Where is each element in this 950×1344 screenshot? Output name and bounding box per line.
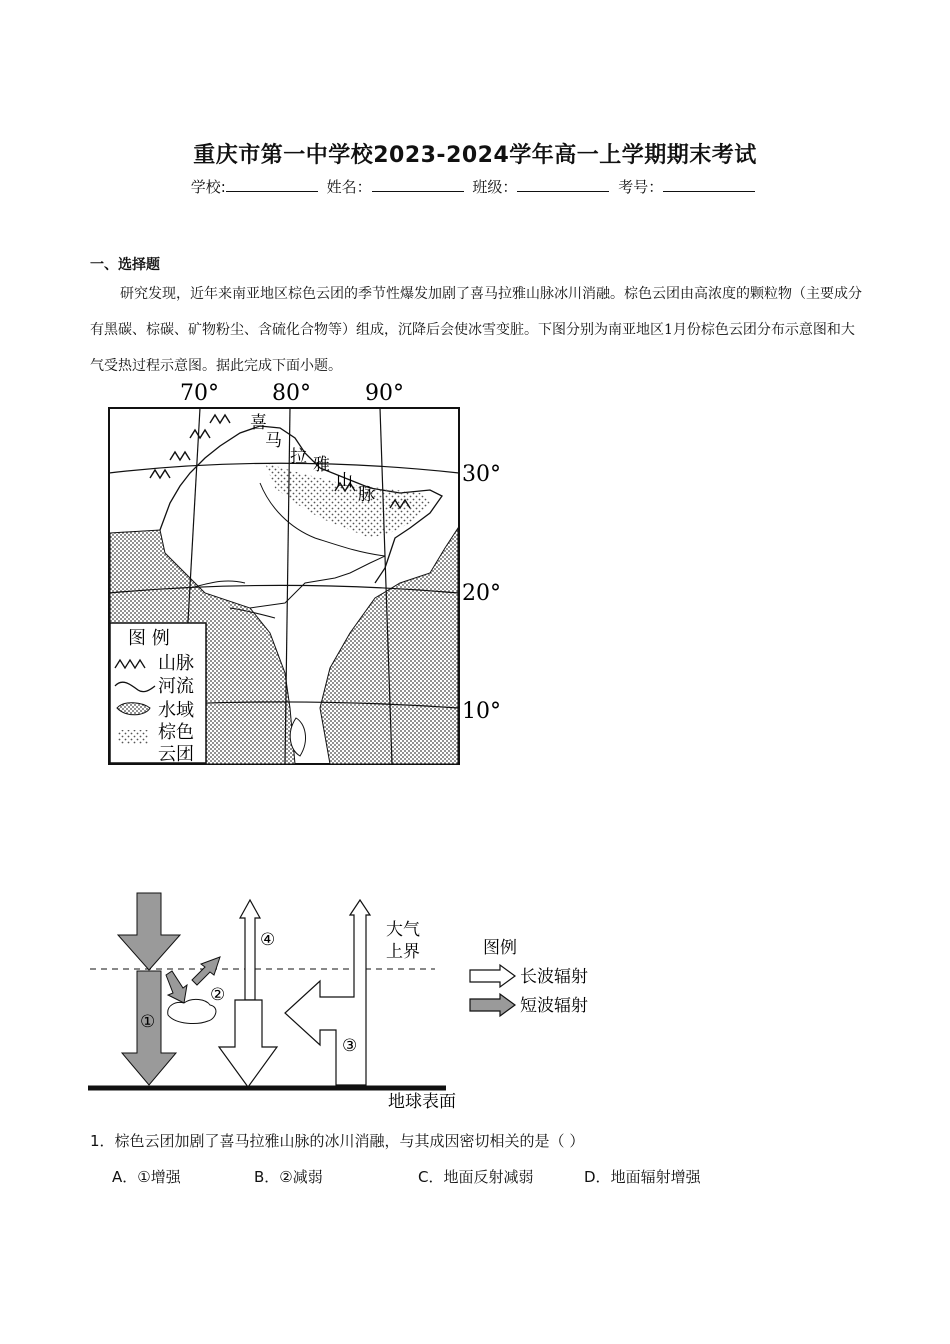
legend-cloud-label-1: 棕色 xyxy=(158,722,194,743)
lat-label-30: 30° xyxy=(462,462,501,487)
option-b-letter: B． xyxy=(254,1168,280,1186)
legend-mountain-label: 山脉 xyxy=(158,653,194,674)
option-d-text: 地面辐射增强 xyxy=(610,1168,701,1186)
legend-river-label: 河流 xyxy=(158,676,194,697)
page-title: 重庆市第一中学校2023-2024学年高一上学期期末考试 xyxy=(193,143,757,168)
atmospheric-counter-radiation-arrow xyxy=(219,1000,277,1087)
number-blank[interactable] xyxy=(663,177,755,192)
question-number: 1． xyxy=(90,1132,115,1150)
lat-label-20: 20° xyxy=(462,581,501,606)
lat-label-10: 10° xyxy=(462,699,501,724)
name-label: 姓名： xyxy=(326,178,372,196)
option-c[interactable] xyxy=(418,1166,534,1187)
class-blank[interactable] xyxy=(517,177,609,192)
lon-label-80: 80° xyxy=(272,381,311,406)
passage-text: 研究发现，近年来南亚地区棕色云团的季节性爆发加剧了喜马拉雅山脉冰川消融。棕色云团由高浓度的颗粒物（主要成分有黑碳、棕碳、矿物粉尘、含硫化合物等）组成，沉降后会使冰雪变脏。下图分别为南亚地区1月份棕色云团分布示意图和大气受热过程示意图。据此完成下面小题。 xyxy=(90,286,862,374)
school-label: 学校: xyxy=(190,178,226,196)
ground-radiation-up-arrow xyxy=(240,900,260,1000)
option-c-text: 地面反射减弱 xyxy=(443,1168,534,1186)
south-asia-map xyxy=(100,378,520,770)
atmosphere-top-label-1: 大气 xyxy=(386,920,420,940)
cloud-reflection-arrow-out xyxy=(192,957,220,985)
himalaya-char-6: 脉 xyxy=(358,485,375,505)
student-info-line xyxy=(0,176,950,197)
diagram-legend-title: 图例 xyxy=(483,938,517,958)
class-label: 班级： xyxy=(472,178,518,196)
school-blank[interactable] xyxy=(226,177,318,192)
ground-label: 地球表面 xyxy=(388,1092,456,1112)
himalaya-char-4: 雅 xyxy=(313,455,330,475)
legend-longwave-label: 长波辐射 xyxy=(520,967,588,987)
section-heading: 一、选择题 xyxy=(90,257,160,273)
himalaya-char-3: 拉 xyxy=(290,447,307,467)
option-d[interactable] xyxy=(584,1166,701,1187)
option-a-letter: A． xyxy=(112,1168,138,1186)
option-b-text: ②减弱 xyxy=(279,1168,323,1186)
map-legend-title: 图 例 xyxy=(128,628,170,649)
option-c-letter: C． xyxy=(418,1168,444,1186)
himalaya-char-5: 山 xyxy=(336,471,353,491)
passage xyxy=(90,276,862,384)
option-b[interactable] xyxy=(254,1166,323,1187)
legend-cloud-label-2: 云团 xyxy=(158,744,194,765)
himalaya-char-2: 马 xyxy=(265,431,282,451)
cloud-shape xyxy=(168,999,216,1023)
label-1: ① xyxy=(140,1012,156,1032)
label-2: ② xyxy=(210,985,226,1005)
label-4: ④ xyxy=(260,930,276,950)
legend-cloud-icon xyxy=(118,730,148,744)
option-a[interactable] xyxy=(112,1166,181,1187)
legend-shortwave-label: 短波辐射 xyxy=(520,996,588,1016)
incoming-arrow-top xyxy=(118,893,180,970)
cloud-reflection-arrow-in xyxy=(166,971,187,1003)
option-a-text: ①增强 xyxy=(137,1168,181,1186)
option-d-letter: D． xyxy=(584,1168,611,1186)
label-3: ③ xyxy=(342,1036,358,1056)
number-label: 考号： xyxy=(618,178,664,196)
ground-longwave-arrow xyxy=(285,900,370,1085)
lon-label-70: 70° xyxy=(180,381,219,406)
himalaya-char-1: 喜 xyxy=(250,413,267,433)
atmosphere-heating-diagram xyxy=(80,885,640,1120)
atmosphere-top-label-2: 上界 xyxy=(386,942,420,962)
legend-longwave-icon xyxy=(470,965,515,987)
question-text: 棕色云团加剧了喜马拉雅山脉的冰川消融，与其成因密切相关的是（ ） xyxy=(114,1132,585,1150)
lon-label-90: 90° xyxy=(365,381,404,406)
legend-shortwave-icon xyxy=(470,994,515,1016)
name-blank[interactable] xyxy=(372,177,464,192)
legend-water-label: 水域 xyxy=(158,700,194,721)
question-1 xyxy=(90,1130,584,1151)
